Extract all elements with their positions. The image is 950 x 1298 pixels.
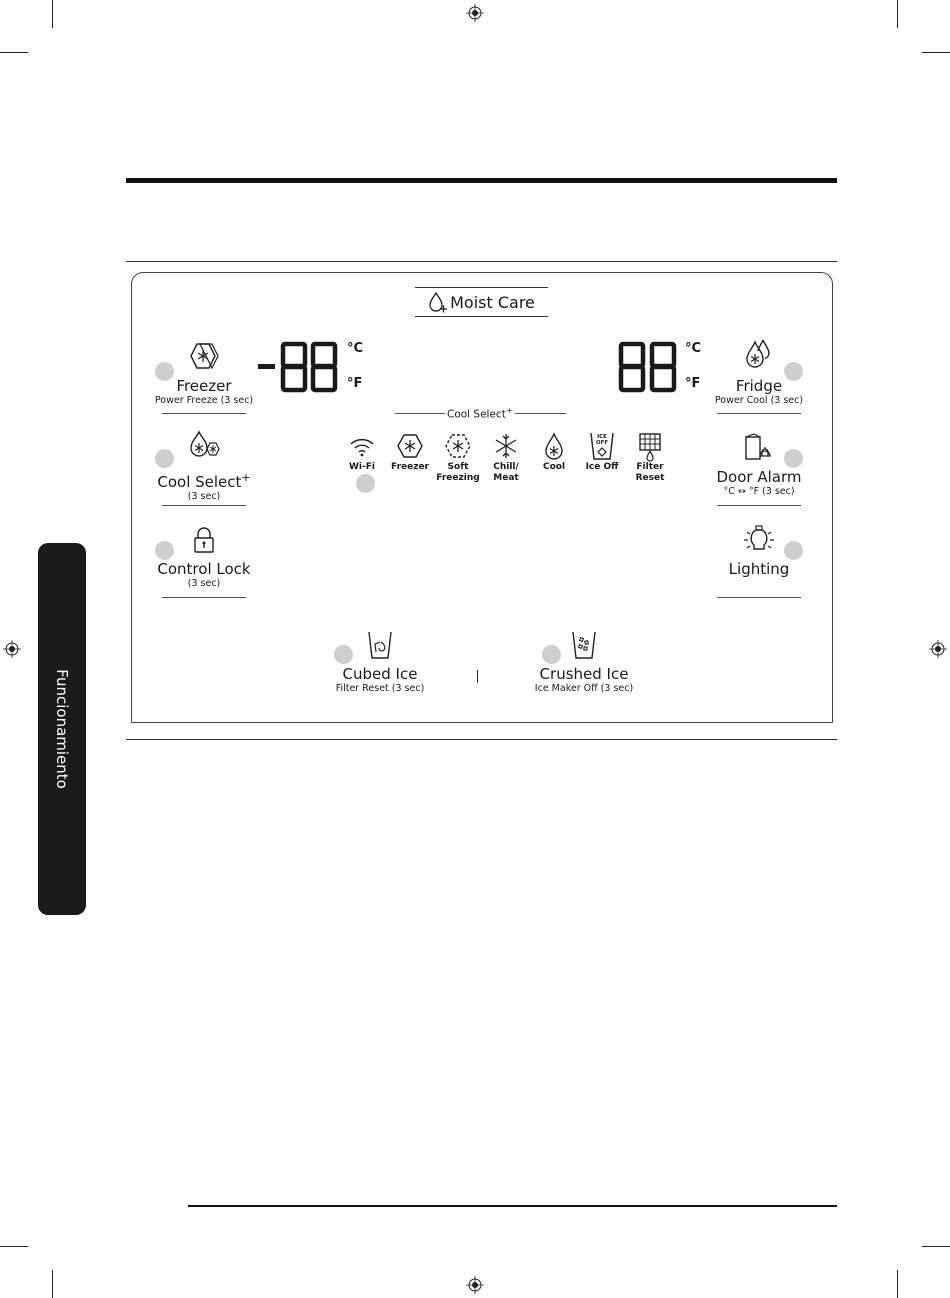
chill-meat-icon [494, 433, 518, 459]
cool-select-line-right [515, 413, 566, 414]
crop-mark [52, 0, 53, 28]
crop-mark [922, 1246, 950, 1247]
cubed-ice-button-label: Cubed Ice [342, 665, 418, 683]
freezer-button[interactable] [150, 378, 258, 407]
freezer-button-sub: Power Freeze (3 sec) [154, 395, 254, 406]
mode-ice-off [577, 462, 627, 473]
door-alarm-icon [743, 432, 773, 462]
cubed-ice-button[interactable] [325, 666, 435, 695]
registration-mark-icon [929, 640, 947, 658]
cool-select-line-left [395, 413, 445, 414]
figure-top-rule [126, 261, 837, 262]
registration-mark-icon [466, 4, 484, 22]
fridge-button-label: Fridge [735, 377, 783, 395]
figure-bottom-rule [126, 739, 837, 740]
ice-off-badge-line1: ICE [597, 434, 607, 440]
callout-marker [542, 645, 561, 664]
heading-rule [126, 178, 837, 183]
soft-freezing-icon [445, 433, 471, 459]
mode-label: Soft Freezing [436, 462, 480, 483]
crushed-ice-button-label: Crushed Ice [539, 665, 629, 683]
cool-select-underline [162, 505, 246, 506]
freezer-mode-icon [397, 433, 423, 459]
mode-freezer [385, 462, 435, 473]
cool-icon [543, 432, 565, 460]
moist-care-label: Moist Care [450, 292, 535, 312]
crushed-ice-button[interactable] [528, 666, 640, 695]
lighting-button-label: Lighting [728, 560, 790, 578]
light-bulb-icon [743, 524, 775, 554]
moist-care-badge [415, 287, 548, 317]
mode-chill-meat [481, 462, 531, 484]
section-tab-label: Funcionamiento [53, 669, 71, 789]
crop-mark [0, 1246, 28, 1247]
callout-marker [784, 449, 803, 468]
freezer-temperature-display [256, 341, 346, 393]
mode-label: Filter Reset [635, 462, 665, 483]
cubed-ice-icon [367, 630, 393, 660]
freezer-fahrenheit-unit: °F [347, 376, 363, 391]
callout-marker [155, 449, 174, 468]
door-alarm-button-sub: °C ↔ °F (3 sec) [723, 486, 795, 497]
cool-select-header [447, 406, 513, 421]
control-lock-button-label: Control Lock [157, 560, 251, 578]
mode-soft-freezing [433, 462, 483, 484]
mode-cool [529, 462, 579, 473]
control-lock-button[interactable] [150, 561, 258, 590]
fridge-temperature-display [618, 341, 684, 393]
crop-mark [0, 52, 28, 53]
fridge-fahrenheit-unit: °F [685, 376, 701, 391]
control-lock-underline [162, 597, 246, 598]
crushed-ice-button-sub: Ice Maker Off (3 sec) [534, 683, 634, 694]
section-tab-label-wrap [38, 543, 86, 915]
freezer-hexagon-icon [189, 342, 219, 370]
lighting-underline [717, 597, 801, 598]
cool-select-plus: + [241, 471, 251, 484]
mode-label: Cool [542, 462, 566, 472]
padlock-icon [192, 526, 216, 554]
crop-mark [897, 0, 898, 28]
mode-filter-reset [625, 462, 675, 484]
callout-marker [155, 541, 174, 560]
fridge-drops-icon [743, 338, 773, 372]
moist-care-drop-icon [428, 291, 448, 313]
mode-label: Freezer [391, 462, 429, 472]
control-lock-button-sub: (3 sec) [187, 578, 221, 589]
fridge-celsius-unit: °C [685, 341, 702, 356]
callout-marker [334, 645, 353, 664]
freezer-celsius-unit: °C [347, 341, 364, 356]
cool-select-label-text: Cool Select [157, 473, 242, 491]
crushed-ice-icon [571, 630, 597, 660]
freezer-button-label: Freezer [176, 377, 232, 395]
mode-label: Ice Off [585, 462, 619, 472]
ice-divider [477, 670, 478, 683]
ice-off-icon [589, 431, 615, 461]
cool-select-header-plus: + [505, 406, 513, 415]
cool-select-button-sub: (3 sec) [187, 491, 221, 502]
mode-label: Wi-Fi [349, 462, 375, 472]
filter-reset-icon [638, 432, 662, 462]
footer-rule [188, 1205, 837, 1207]
cool-select-button[interactable] [150, 469, 258, 503]
mode-wifi [337, 462, 387, 473]
mode-label: Chill/ Meat [493, 462, 519, 483]
cool-select-button-label [150, 469, 258, 491]
cubed-ice-button-sub: Filter Reset (3 sec) [335, 683, 425, 694]
freezer-underline [162, 413, 246, 414]
door-alarm-underline [717, 505, 801, 506]
fridge-underline [717, 413, 801, 414]
crop-mark [897, 1270, 898, 1298]
registration-mark-icon [466, 1276, 484, 1294]
cool-select-header-text: Cool Select [447, 408, 506, 421]
ice-off-badge-line2: OFF [595, 440, 609, 446]
lighting-button[interactable] [705, 561, 813, 578]
callout-marker [784, 541, 803, 560]
fridge-button-sub: Power Cool (3 sec) [714, 395, 804, 406]
crop-mark [52, 1270, 53, 1298]
wifi-icon [349, 436, 375, 458]
fridge-button[interactable] [705, 378, 813, 407]
door-alarm-button-label: Door Alarm [716, 468, 802, 486]
cool-select-icon [188, 430, 220, 462]
door-alarm-button[interactable] [705, 469, 813, 498]
crop-mark [922, 52, 950, 53]
registration-mark-icon [3, 640, 21, 658]
callout-marker [356, 474, 375, 493]
